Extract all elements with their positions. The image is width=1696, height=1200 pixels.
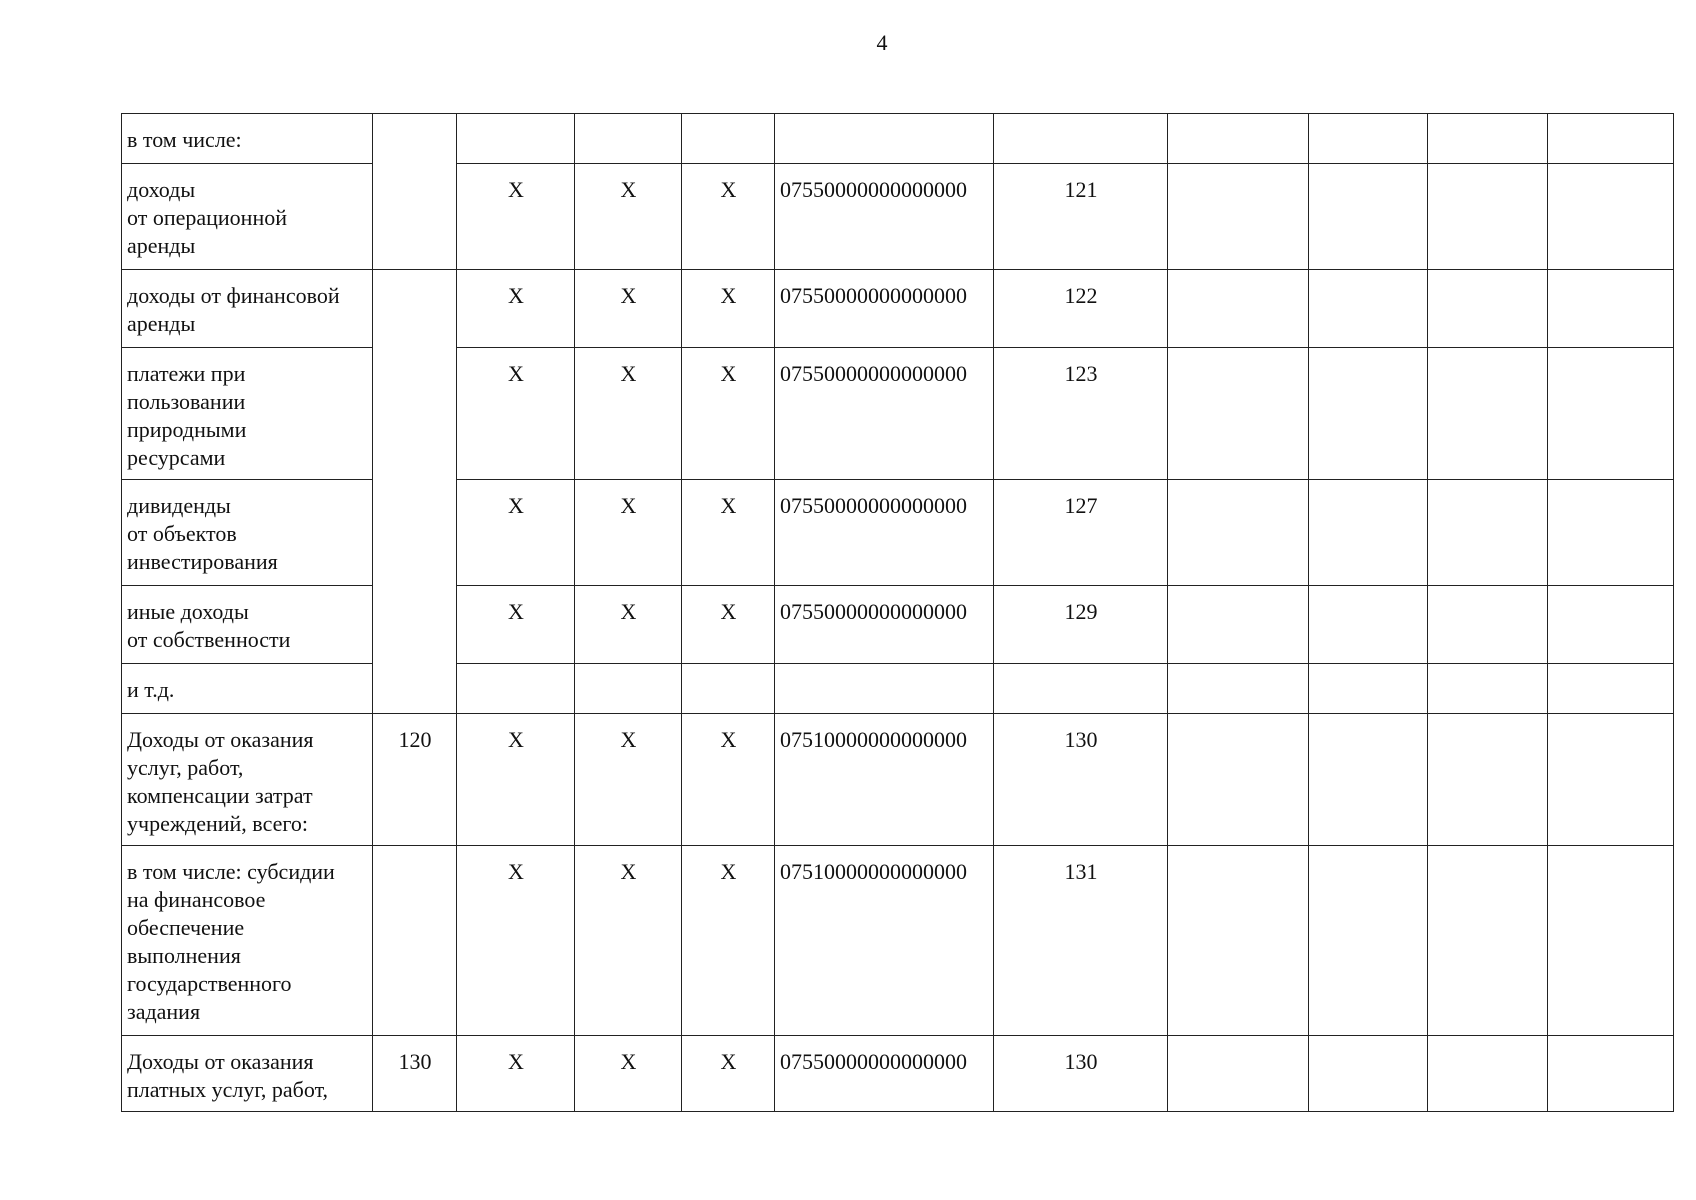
amount-cell [1309, 164, 1428, 270]
amount-cell [1309, 1036, 1428, 1112]
mark-cell: X [682, 480, 775, 586]
mark-cell: X [682, 846, 775, 1036]
kosgu-code-cell: 130 [994, 1036, 1168, 1112]
amount-cell [1168, 270, 1309, 348]
line-code-cell: 120 [373, 714, 457, 846]
mark-cell: X [682, 270, 775, 348]
row-name-cell: и т.д. [122, 664, 373, 714]
amount-cell [1168, 348, 1309, 480]
kosgu-code-cell: 131 [994, 846, 1168, 1036]
amount-cell [1309, 586, 1428, 664]
amount-cell [1168, 714, 1309, 846]
mark-cell: X [457, 348, 575, 480]
amount-cell [1309, 348, 1428, 480]
classification-code-cell: 07550000000000000 [775, 480, 994, 586]
mark-cell: X [575, 714, 682, 846]
mark-cell: X [457, 846, 575, 1036]
mark-cell: X [575, 348, 682, 480]
amount-cell [1548, 846, 1674, 1036]
mark-cell: X [575, 270, 682, 348]
classification-code-cell: 07550000000000000 [775, 1036, 994, 1112]
table-row [122, 480, 1674, 586]
amount-cell [1309, 270, 1428, 348]
amount-cell [1548, 348, 1674, 480]
table-row [122, 1036, 1674, 1112]
mark-cell: X [457, 270, 575, 348]
row-name-cell: Доходы от оказания платных услуг, работ, [122, 1036, 373, 1112]
table-row [122, 114, 1674, 164]
row-name-cell: иные доходы от собственности [122, 586, 373, 664]
amount-cell [1428, 664, 1548, 714]
classification-code-cell: 07550000000000000 [775, 348, 994, 480]
row-name-cell: доходы от операционной аренды [122, 164, 373, 270]
amount-cell [1548, 586, 1674, 664]
amount-cell [1168, 1036, 1309, 1112]
mark-cell: X [457, 1036, 575, 1112]
mark-cell [682, 664, 775, 714]
amount-cell [1548, 664, 1674, 714]
kosgu-code-cell: 122 [994, 270, 1168, 348]
line-code-cell [373, 270, 457, 714]
amount-cell [1548, 714, 1674, 846]
amount-cell [1168, 164, 1309, 270]
table-row [122, 586, 1674, 664]
mark-cell: X [682, 348, 775, 480]
row-name-cell: Доходы от оказания услуг, работ, компенсации затрат учреждений, всего: [122, 714, 373, 846]
kosgu-code-cell: 129 [994, 586, 1168, 664]
amount-cell [1309, 714, 1428, 846]
kosgu-code-cell: 121 [994, 164, 1168, 270]
mark-cell: X [682, 586, 775, 664]
amount-cell [1548, 480, 1674, 586]
table-row [122, 270, 1674, 348]
amount-cell [1309, 664, 1428, 714]
classification-code-cell: 07510000000000000 [775, 714, 994, 846]
table-row [122, 846, 1674, 1036]
amount-cell [1168, 480, 1309, 586]
mark-cell: X [575, 164, 682, 270]
line-code-cell: 130 [373, 1036, 457, 1112]
table-row [122, 664, 1674, 714]
amount-cell [1168, 114, 1309, 164]
amount-cell [1428, 348, 1548, 480]
amount-cell [1428, 164, 1548, 270]
page-number: 4 [876, 30, 888, 55]
amount-cell [1548, 114, 1674, 164]
row-name-cell: в том числе: [122, 114, 373, 164]
amount-cell [1548, 1036, 1674, 1112]
mark-cell: X [682, 1036, 775, 1112]
mark-cell: X [682, 164, 775, 270]
mark-cell: X [682, 714, 775, 846]
mark-cell: X [575, 586, 682, 664]
amount-cell [1168, 664, 1309, 714]
mark-cell: X [457, 714, 575, 846]
amount-cell [1428, 846, 1548, 1036]
amount-cell [1548, 164, 1674, 270]
kosgu-code-cell: 123 [994, 348, 1168, 480]
classification-code-cell [775, 114, 994, 164]
amount-cell [1428, 714, 1548, 846]
mark-cell [457, 664, 575, 714]
amount-cell [1548, 270, 1674, 348]
row-name-cell: платежи при пользовании природными ресурсами [122, 348, 373, 480]
classification-code-cell [775, 664, 994, 714]
amount-cell [1168, 586, 1309, 664]
table-row [122, 714, 1674, 846]
line-code-cell [373, 846, 457, 1036]
mark-cell [682, 114, 775, 164]
table-body [122, 114, 1674, 1112]
amount-cell [1309, 114, 1428, 164]
row-name-cell: в том числе: субсидии на финансовое обеспечение выполнения государственного задания [122, 846, 373, 1036]
table-row [122, 164, 1674, 270]
mark-cell: X [457, 480, 575, 586]
kosgu-code-cell [994, 664, 1168, 714]
amount-cell [1168, 846, 1309, 1036]
table-row [122, 348, 1674, 480]
amount-cell [1428, 1036, 1548, 1112]
row-name-cell: доходы от финансовой аренды [122, 270, 373, 348]
mark-cell: X [575, 480, 682, 586]
kosgu-code-cell: 130 [994, 714, 1168, 846]
mark-cell [575, 114, 682, 164]
mark-cell: X [457, 586, 575, 664]
amount-cell [1428, 586, 1548, 664]
kosgu-code-cell: 127 [994, 480, 1168, 586]
mark-cell [575, 664, 682, 714]
amount-cell [1309, 846, 1428, 1036]
row-name-cell: дивиденды от объектов инвестирования [122, 480, 373, 586]
line-code-cell [373, 114, 457, 270]
mark-cell: X [457, 164, 575, 270]
classification-code-cell: 07510000000000000 [775, 846, 994, 1036]
amount-cell [1309, 480, 1428, 586]
finance-table [121, 113, 1674, 1112]
amount-cell [1428, 480, 1548, 586]
mark-cell: X [575, 1036, 682, 1112]
classification-code-cell: 07550000000000000 [775, 270, 994, 348]
mark-cell: X [575, 846, 682, 1036]
mark-cell [457, 114, 575, 164]
kosgu-code-cell [994, 114, 1168, 164]
amount-cell [1428, 270, 1548, 348]
classification-code-cell: 07550000000000000 [775, 164, 994, 270]
classification-code-cell: 07550000000000000 [775, 586, 994, 664]
amount-cell [1428, 114, 1548, 164]
